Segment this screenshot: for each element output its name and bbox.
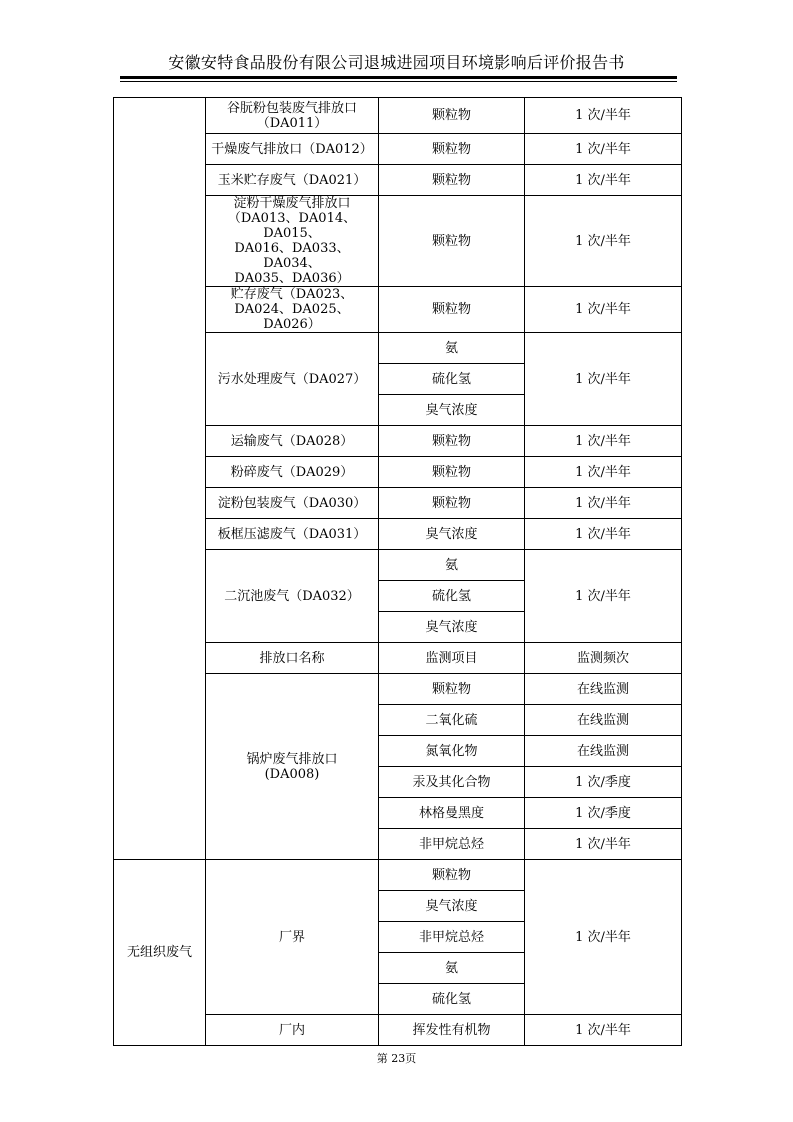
monitor-item-cell: 颗粒物 xyxy=(379,165,525,196)
outlet-name-line: (DA008) xyxy=(264,766,320,782)
outlet-name-line: 板框压滤废气（DA031） xyxy=(217,526,367,542)
table-row xyxy=(114,98,682,134)
monitor-item-cell: 硫化氢 xyxy=(379,364,525,395)
outlet-name-line: DA035、DA036） xyxy=(234,271,350,286)
outlet-name-cell xyxy=(206,550,379,643)
outlet-name-line: 粉碎废气（DA029） xyxy=(230,464,354,480)
outlet-name-cell xyxy=(206,98,379,134)
outlet-name-cell xyxy=(206,287,379,333)
outlet-name-cell xyxy=(206,134,379,165)
frequency-cell: 1 次/半年 xyxy=(525,333,682,426)
monitoring-table xyxy=(113,97,682,1046)
frequency-cell: 1 次/半年 xyxy=(525,550,682,643)
subheader-monitor-item: 监测项目 xyxy=(379,643,525,674)
monitor-item-cell: 硫化氢 xyxy=(379,581,525,612)
outlet-name-line: DA024、DA025、DA026） xyxy=(234,302,350,332)
header-rule-thin xyxy=(120,81,677,82)
outlet-name-line: 锅炉废气排放口 xyxy=(246,751,338,767)
outlet-name-line: 干燥废气排放口（DA012） xyxy=(211,141,373,157)
outlet-name-cell xyxy=(206,196,379,287)
outlet-name-line: 玉米贮存废气（DA021） xyxy=(217,172,367,188)
monitor-item-cell: 颗粒物 xyxy=(379,674,525,705)
monitor-item-cell: 颗粒物 xyxy=(379,287,525,333)
subheader-frequency: 监测频次 xyxy=(525,643,682,674)
frequency-cell: 1 次/半年 xyxy=(525,196,682,287)
boiler-outlet-name-cell xyxy=(206,674,379,860)
outlet-name-cell xyxy=(206,165,379,196)
outlet-name-line: 运输废气（DA028） xyxy=(230,433,354,449)
outlet-name-cell xyxy=(206,426,379,457)
monitor-item-cell: 颗粒物 xyxy=(379,860,525,891)
monitor-item-cell: 臭气浓度 xyxy=(379,519,525,550)
monitor-item-cell: 臭气浓度 xyxy=(379,612,525,643)
frequency-cell: 1 次/半年 xyxy=(525,165,682,196)
outlet-name-line: 二沉池废气（DA032） xyxy=(224,588,360,604)
monitor-item-cell: 氨 xyxy=(379,953,525,984)
header-rule-thick xyxy=(120,76,677,79)
monitor-item-cell: 颗粒物 xyxy=(379,426,525,457)
frequency-cell: 1 次/半年 xyxy=(525,860,682,1015)
frequency-cell: 1 次/半年 xyxy=(525,287,682,333)
outlet-name-cell xyxy=(206,457,379,488)
monitor-item-cell: 硫化氢 xyxy=(379,984,525,1015)
frequency-cell: 1 次/季度 xyxy=(525,798,682,829)
outlet-name-line: 谷朊粉包装废气排放口 xyxy=(226,100,357,116)
monitor-item-cell: 二氧化硫 xyxy=(379,705,525,736)
page-number: 第 23页 xyxy=(376,1052,417,1065)
subheader-outlet-name: 排放口名称 xyxy=(206,643,379,674)
outlet-name-line: （DA011） xyxy=(256,115,328,131)
monitor-item-cell: 氮氧化物 xyxy=(379,736,525,767)
frequency-cell: 1 次/季度 xyxy=(525,767,682,798)
frequency-cell: 在线监测 xyxy=(525,705,682,736)
table-row xyxy=(114,860,682,891)
monitor-item-cell: 颗粒物 xyxy=(379,98,525,134)
outlet-name-line: 贮存废气（DA023、 xyxy=(230,287,354,302)
monitor-item-cell: 非甲烷总烃 xyxy=(379,829,525,860)
frequency-cell: 1 次/半年 xyxy=(525,134,682,165)
monitor-item-cell: 臭气浓度 xyxy=(379,891,525,922)
monitor-item-cell: 氨 xyxy=(379,550,525,581)
outlet-name-line: DA016、DA033、DA034、 xyxy=(234,241,350,271)
monitor-item-cell: 颗粒物 xyxy=(379,457,525,488)
frequency-cell: 1 次/半年 xyxy=(525,519,682,550)
frequency-cell: 1 次/半年 xyxy=(525,98,682,134)
monitor-item-cell: 氨 xyxy=(379,333,525,364)
monitor-item-cell: 臭气浓度 xyxy=(379,395,525,426)
frequency-cell: 在线监测 xyxy=(525,736,682,767)
frequency-cell: 1 次/半年 xyxy=(525,488,682,519)
frequency-cell: 在线监测 xyxy=(525,674,682,705)
outlet-name-line: 淀粉包装废气（DA030） xyxy=(217,495,367,511)
monitor-item-cell: 林格曼黑度 xyxy=(379,798,525,829)
category-cell-organized xyxy=(114,98,206,860)
monitor-item-cell: 汞及其化合物 xyxy=(379,767,525,798)
outlet-name-cell xyxy=(206,488,379,519)
outlet-name-line: 淀粉干燥废气排放口 xyxy=(233,196,351,211)
monitor-item-cell: 非甲烷总烃 xyxy=(379,922,525,953)
frequency-cell: 1 次/半年 xyxy=(525,829,682,860)
outlet-name-cell xyxy=(206,333,379,426)
inside-name-cell: 厂内 xyxy=(206,1015,379,1046)
boundary-name-cell: 厂界 xyxy=(206,860,379,1015)
frequency-cell: 1 次/半年 xyxy=(525,426,682,457)
monitor-item-cell: 挥发性有机物 xyxy=(379,1015,525,1046)
category-cell-fugitive: 无组织废气 xyxy=(114,860,206,1046)
outlet-name-cell xyxy=(206,519,379,550)
monitor-item-cell: 颗粒物 xyxy=(379,488,525,519)
monitor-item-cell: 颗粒物 xyxy=(379,134,525,165)
outlet-name-line: 污水处理废气（DA027） xyxy=(217,371,367,387)
outlet-name-line: （DA013、DA014、DA015、 xyxy=(227,211,357,241)
frequency-cell: 1 次/半年 xyxy=(525,457,682,488)
frequency-cell: 1 次/半年 xyxy=(525,1015,682,1046)
monitor-item-cell: 颗粒物 xyxy=(379,196,525,287)
document-header-title: 安徽安特食品股份有限公司退城进园项目环境影响后评价报告书 xyxy=(168,53,625,72)
